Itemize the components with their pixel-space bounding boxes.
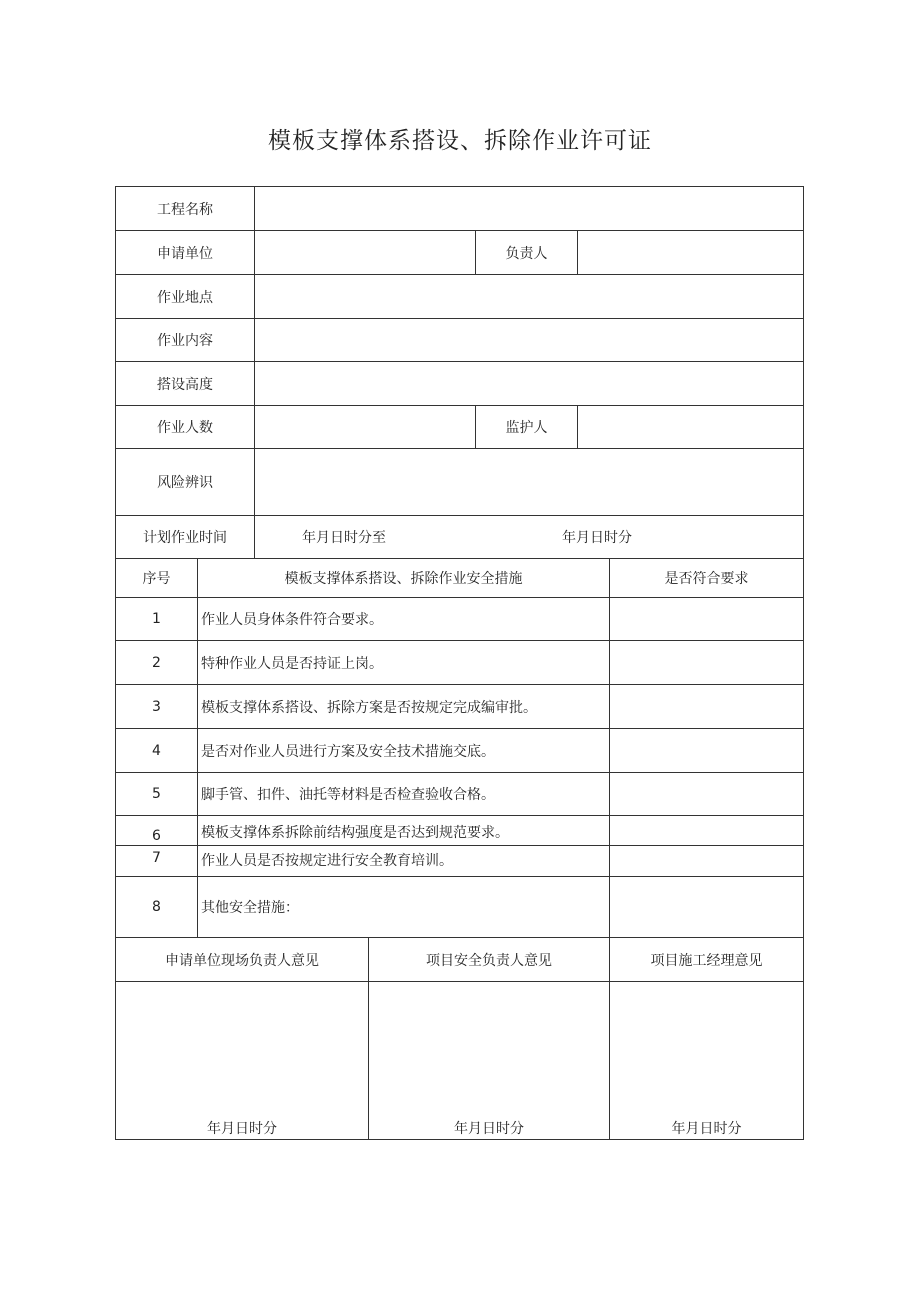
measure-number: 7	[152, 850, 161, 866]
table-row	[115, 362, 804, 406]
measure-number: 1	[152, 611, 161, 627]
measure-row	[115, 877, 804, 938]
work-location-label: 作业地点	[157, 289, 213, 306]
safety-opinion-date: 年月日时分	[454, 1121, 524, 1137]
project-name-label: 工程名称	[157, 201, 213, 218]
table-row	[115, 231, 804, 275]
compliance-field[interactable]	[609, 773, 803, 815]
measure-number: 6	[152, 828, 161, 844]
guardian-label: 监护人	[475, 406, 577, 448]
manager-opinion-field[interactable]	[609, 982, 803, 1139]
measure-text: 其他安全措施：	[197, 877, 609, 937]
planned-time-label: 计划作业时间	[143, 530, 227, 546]
risk-identification-field[interactable]	[254, 449, 803, 515]
measure-text: 特种作业人员是否持证上岗。	[197, 641, 609, 684]
measure-number: 4	[152, 742, 161, 759]
project-name-field[interactable]	[254, 187, 803, 230]
applicant-unit-field[interactable]	[254, 231, 475, 274]
measure-text: 脚手管、扣件、油托等材料是否检查验收合格。	[197, 773, 609, 815]
measures-header-row	[115, 559, 804, 598]
work-content-field[interactable]	[254, 319, 803, 361]
erection-height-label: 搭设高度	[157, 376, 213, 393]
erection-height-field[interactable]	[254, 362, 803, 405]
measure-number: 3	[152, 698, 161, 715]
measure-text-header: 模板支撑体系搭设、拆除作业安全措施	[197, 559, 609, 597]
measure-text: 模板支撑体系搭设、拆除方案是否按规定完成编审批。	[197, 685, 609, 728]
measure-row	[115, 773, 804, 816]
safety-opinion-header: 项目安全负责人意见	[368, 938, 609, 981]
measure-text: 是否对作业人员进行方案及安全技术措施交底。	[197, 729, 609, 772]
table-row	[115, 186, 804, 231]
measure-number: 8	[152, 899, 161, 915]
time-to-text: 年月日时分	[562, 530, 632, 546]
compliance-header: 是否符合要求	[609, 559, 803, 597]
opinions-body-row	[115, 982, 804, 1140]
applicant-opinion-field[interactable]	[116, 982, 368, 1139]
compliance-field[interactable]	[609, 846, 803, 876]
compliance-field[interactable]	[609, 729, 803, 772]
planned-time-field[interactable]	[254, 516, 803, 558]
measure-row	[115, 641, 804, 685]
work-location-field[interactable]	[254, 275, 803, 318]
responsible-person-field[interactable]	[577, 231, 803, 274]
applicant-unit-label: 申请单位	[157, 245, 213, 262]
compliance-field[interactable]	[609, 641, 803, 684]
applicant-opinion-header: 申请单位现场负责人意见	[165, 952, 319, 969]
manager-opinion-date: 年月日时分	[671, 1121, 742, 1137]
responsible-person-label: 负责人	[475, 231, 577, 274]
worker-count-label: 作业人数	[157, 420, 213, 436]
measure-number: 5	[152, 786, 161, 802]
measure-row	[115, 816, 804, 846]
measure-row	[115, 729, 804, 773]
compliance-field[interactable]	[609, 816, 803, 845]
page-title: 模板支撑体系搭设、拆除作业许可证	[268, 128, 652, 154]
compliance-field[interactable]	[609, 685, 803, 728]
table-row	[115, 275, 804, 319]
compliance-field[interactable]	[609, 877, 803, 937]
manager-opinion-header: 项目施工经理意见	[609, 938, 803, 981]
measure-row	[115, 685, 804, 729]
measure-row	[115, 846, 804, 877]
measure-row	[115, 598, 804, 641]
measure-text: 作业人员身体条件符合要求。	[197, 598, 609, 640]
measure-text: 模板支撑体系拆除前结构强度是否达到规范要求。	[197, 816, 609, 845]
work-content-label: 作业内容	[157, 333, 213, 349]
measure-text: 作业人员是否按规定进行安全教育培训。	[197, 846, 609, 876]
time-from-text: 年月日时分至	[302, 530, 386, 546]
measure-number: 2	[152, 654, 161, 671]
applicant-opinion-date: 年月日时分	[207, 1121, 277, 1137]
measure-number-header: 序号	[142, 571, 171, 587]
opinions-header-row	[115, 938, 804, 982]
table-row	[115, 406, 804, 449]
worker-count-field[interactable]	[254, 406, 475, 448]
table-row	[115, 449, 804, 516]
compliance-field[interactable]	[609, 598, 803, 640]
table-row	[115, 319, 804, 362]
guardian-field[interactable]	[577, 406, 803, 448]
table-row	[115, 516, 804, 559]
risk-identification-label: 风险辨识	[157, 475, 213, 491]
permit-form-table	[115, 186, 804, 1140]
safety-opinion-field[interactable]	[368, 982, 609, 1139]
